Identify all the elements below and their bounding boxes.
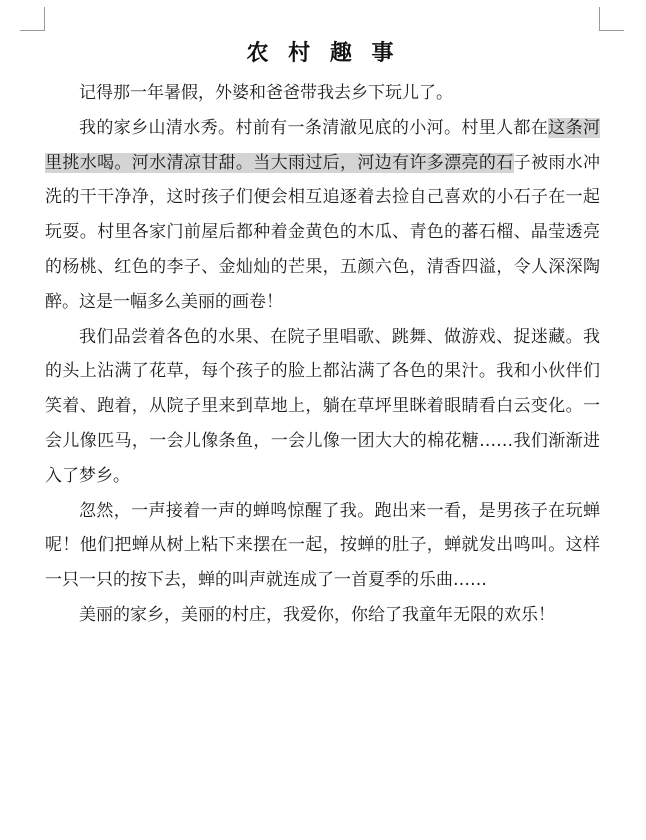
- crop-mark-top-left: [20, 7, 45, 31]
- paragraph-1: [45, 76, 600, 111]
- paragraph-1-text: 记得那一年暑假，外婆和爸爸带我去乡下玩儿了。: [79, 83, 453, 103]
- paragraph-4: [45, 494, 600, 598]
- paragraph-3-text: 我们品尝着各色的水果、在院子里唱歌、跳舞、做游戏、捉迷藏。我的头上沾满了花草，每个孩子的脸上都沾满了各色的果汁。我和小伙伴们笑着、跑着，从院子里来到草地上，躺在草坪里眯着眼睛看白云变化。一会儿像匹马，一会儿像条鱼，一会儿像一团大大的棉花糖……我们渐渐进入了梦乡。: [45, 326, 600, 486]
- document-title: 农 村 趣 事: [246, 40, 400, 66]
- selected-text-highlight[interactable]: 这条河里挑水喝。河水清凉甘甜。当大雨过后，河边有许多漂亮的石: [45, 117, 601, 173]
- paragraph-5: [45, 598, 600, 633]
- document-body[interactable]: [45, 76, 600, 633]
- paragraph-3: [45, 320, 600, 494]
- paragraph-2-text-start: 我的家乡山清水秀。村前有一条清澈见底的小河。村里人都在: [79, 117, 549, 138]
- paragraph-4-text: 忽然，一声接着一声的蝉鸣惊醒了我。跑出来一看，是男孩子在玩蝉呢！他们把蝉从树上粘下来摆在一起，按蝉的肚子，蝉就发出鸣叫。这样一只一只的按下去，蝉的叫声就连成了一首夏季的乐曲……: [45, 500, 600, 591]
- crop-mark-top-right: [599, 7, 624, 31]
- paragraph-2-text-end: 子被雨水冲洗的干干净净，这时孩子们便会相互追逐着去捡自己喜欢的小石子在一起玩耍。村里各家门前屋后都种着金黄色的木瓜、青色的蕃石榴、晶莹透亮的杨桃、红色的李子、金灿灿的芒果，五颜六色，清香四溢，令人深深陶醉。这是一幅多么美丽的画卷！: [45, 152, 601, 312]
- paragraph-2: [45, 111, 600, 320]
- paragraph-5-text: 美丽的家乡，美丽的村庄，我爱你，你给了我童年无限的欢乐！: [79, 604, 555, 625]
